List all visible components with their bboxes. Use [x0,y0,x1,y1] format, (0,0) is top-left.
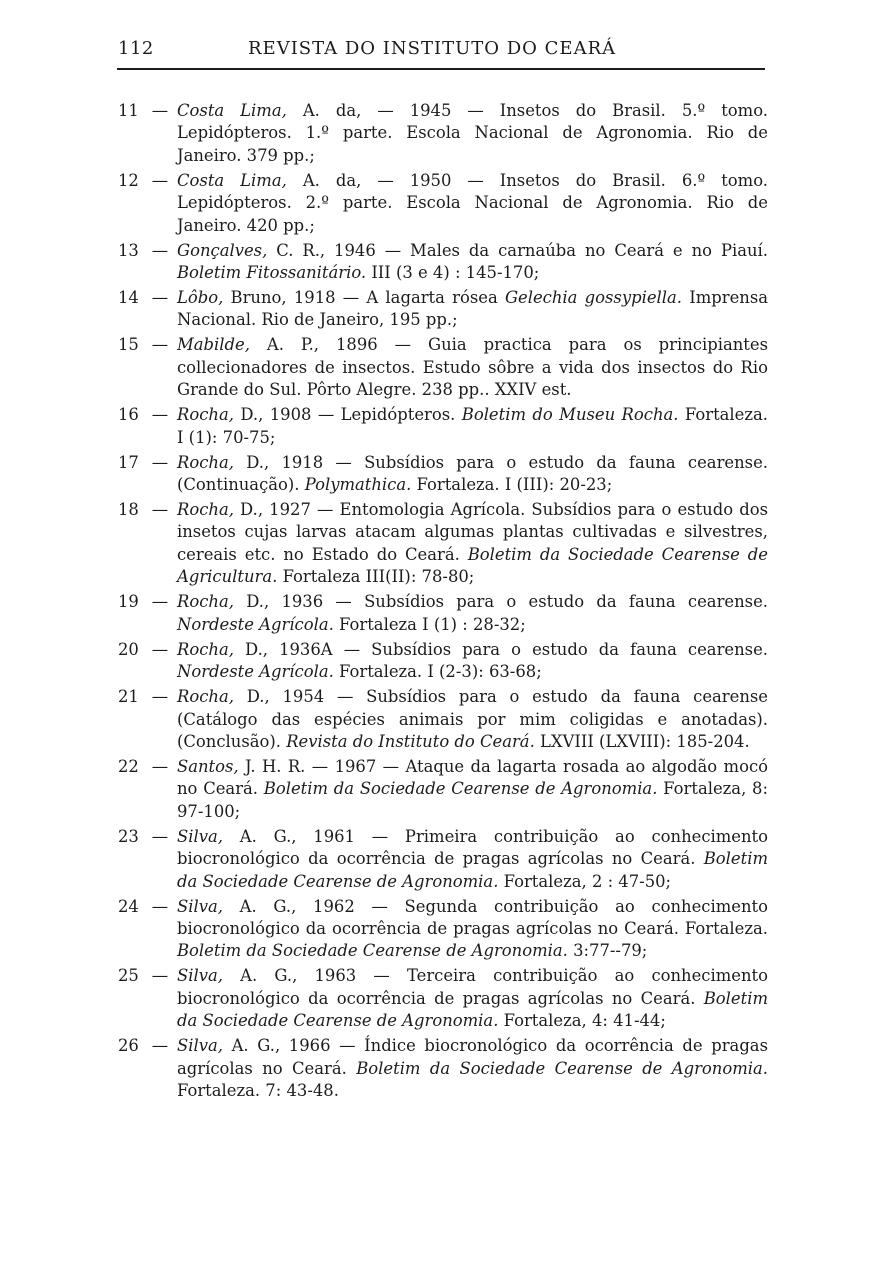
reference-author: Silva, [177,1036,223,1056]
header-rule [117,68,765,70]
reference-citation: Fortaleza, 4: 41-44; [498,1011,666,1031]
reference-citation: Fortaleza. 7: 43-48. [177,1080,339,1100]
reference-text [177,756,768,823]
reference-dash: — [151,592,169,612]
reference-text [177,591,768,636]
reference-author: Rocha, [177,405,234,425]
reference-entry [118,826,768,893]
reference-author: Rocha, [177,500,234,520]
reference-number: 15 [118,335,139,355]
reference-journal: Nordeste Agrícola. [177,614,334,634]
reference-number: 11 [118,101,139,120]
reference-entry [118,756,768,823]
reference-journal: Boletim da Sociedade Cearense de Agronomia. [177,941,568,961]
reference-journal: Boletim da Sociedade Cearense de Agronomia. [263,779,658,799]
reference-details: D., 1927 — Entomologia Agrícola. Subsídios para o estudo dos insetos cujas larvas atacam algumas plantas cultivadas e silvestres, cereais etc. no Estado do Ceará. [177,500,768,564]
reference-details: D., 1936 — Subsídios para o estudo da fauna cearense. [233,592,768,612]
reference-citation: 3:77--79; [567,941,648,961]
reference-journal: Boletim da Sociedade Cearense de Agricultura. [177,544,768,587]
reference-dash: — [151,288,169,308]
reference-dash: — [151,687,169,707]
reference-journal: Boletim da Sociedade Cearense de Agronomia. [177,849,768,891]
reference-entry [118,100,768,167]
reference-text [177,170,768,237]
reference-number: 26 [118,1036,139,1056]
reference-text [177,334,768,401]
reference-number: 16 [118,405,139,425]
reference-dash: — [151,452,169,472]
reference-entry [118,240,768,285]
reference-entry [118,287,768,332]
reference-details: D., 1908 — Lepidópteros. [233,405,462,425]
reference-dash: — [151,639,169,659]
reference-details: A. G., 1961 — Primeira contribuição ao conhecimento biocronológico da ocorrência de pragas agrícolas no Ceará. [177,826,768,869]
reference-details: J. H. R. — 1967 — Ataque da lagarta rosada ao algodão mocó no Ceará. [177,756,768,799]
reference-author: Santos, [177,756,239,776]
reference-dash: — [151,101,169,120]
reference-details: D., 1918 — Subsídios para o estudo da fauna cearense. (Continuação). [177,452,768,495]
reference-journal: Polymathica. [304,475,412,495]
reference-details: Bruno, 1918 — A lagarta rósea [223,288,505,308]
reference-citation: Fortaleza I (1) : 28-32; [333,614,526,634]
reference-text [177,100,768,167]
reference-number: 25 [118,966,139,986]
reference-citation: Fortaleza, 2 : 47-50; [498,871,672,891]
reference-details: D., 1936A — Subsídios para o estudo da fauna cearense. [233,639,768,659]
reference-dash: — [151,826,169,846]
reference-text [177,452,768,497]
reference-journal: Revista do Instituto do Ceará. [286,731,535,751]
reference-dash: — [151,1036,169,1056]
reference-author: Rocha, [177,687,234,707]
reference-entry [118,896,768,963]
reference-citation: III (3 e 4) : 145-170; [366,263,540,283]
reference-details: A. P., 1896 — Guia practica para os principiantes collecionadores de insectos. Estudo sôbre a vida dos insectos do Rio Grande do Sul. Pôrto Alegre. 238 pp.. XXIV est. [177,335,768,400]
reference-entry [118,334,768,401]
reference-author: Rocha, [177,452,234,472]
reference-number: 23 [118,826,139,846]
reference-journal: Nordeste Agrícola. [177,662,334,682]
reference-text [177,639,768,684]
reference-author: Silva, [177,966,223,986]
reference-entry [118,452,768,497]
reference-text [177,287,768,332]
page-number: 112 [118,38,154,59]
reference-number: 21 [118,687,139,707]
reference-details: A. G., 1962 — Segunda contribuição ao conhecimento biocronológico da ocorrência de pragas agrícolas no Ceará. Fortaleza. [177,896,768,938]
reference-dash: — [151,966,169,986]
reference-dash: — [151,170,169,190]
reference-author: Mabilde, [177,335,250,355]
reference-number: 18 [118,500,139,520]
reference-text [177,1035,768,1102]
reference-dash: — [151,335,169,355]
reference-text [177,965,768,1032]
reference-entry [118,591,768,636]
reference-details: A. G., 1966 — Índice biocronológico da ocorrência de pragas agrícolas no Ceará. [177,1036,768,1078]
reference-citation: Fortaleza, 8: 97-100; [177,779,768,821]
reference-entry [118,499,768,589]
reference-dash: — [151,500,169,520]
reference-details: A. da, — 1945 — Insetos do Brasil. 5.º tomo. Lepidópteros. 1.º parte. Escola Nacional de Agronomia. Rio de Janeiro. 379 pp.; [177,101,768,165]
reference-number: 17 [118,452,139,472]
reference-text [177,499,768,589]
reference-author: Gonçalves, [177,240,268,260]
reference-text [177,686,768,753]
reference-journal: Boletim Fitossanitário. [177,263,367,283]
reference-details: A. da, — 1950 — Insetos do Brasil. 6.º tomo. Lepidópteros. 2.º parte. Escola Nacional de Agronomia. Rio de Janeiro. 420 pp.; [177,170,768,235]
reference-author: Rocha, [177,639,234,659]
reference-author: Rocha, [177,592,234,612]
reference-entry [118,965,768,1032]
reference-details: C. R., 1946 — Males da carnaúba no Ceará e no Piauí. [267,240,768,260]
reference-entry [118,404,768,449]
reference-dash: — [151,896,169,916]
reference-number: 24 [118,896,139,916]
reference-citation: Fortaleza. I (1): 70-75; [177,405,768,447]
reference-author: Costa Lima, [177,101,287,120]
reference-author: Costa Lima, [177,170,287,190]
reference-number: 14 [118,288,139,308]
reference-citation: Fortaleza. I (2-3): 63-68; [333,662,542,682]
reference-text [177,896,768,963]
reference-text [177,826,768,893]
reference-entry [118,686,768,753]
reference-author: Silva, [177,896,223,916]
running-title: REVISTA DO INSTITUTO DO CEARÁ [248,38,617,59]
reference-entry [118,1035,768,1102]
reference-citation: Imprensa Nacional. Rio de Janeiro, 195 pp.; [177,288,769,330]
reference-entry [118,639,768,684]
reference-number: 12 [118,170,139,190]
reference-details: D., 1954 — Subsídios para o estudo da fauna cearense (Catálogo das espécies animais por mim coligidas e anotadas). (Conclusão). [177,687,768,751]
reference-journal: Boletim da Sociedade Cearense de Agronomia. [177,988,768,1031]
reference-citation: Fortaleza III(II): 78-80; [277,567,475,587]
reference-entry [118,170,768,237]
page-header [118,38,766,66]
reference-number: 13 [118,240,139,260]
reference-list [118,100,768,1105]
reference-number: 22 [118,756,139,776]
reference-dash: — [151,240,169,260]
reference-dash: — [151,756,169,776]
reference-citation: LXVIII (LXVIII): 185-204. [534,731,750,751]
reference-author: Silva, [177,826,223,846]
reference-text [177,240,768,285]
reference-dash: — [151,405,169,425]
reference-citation: Fortaleza. I (III): 20-23; [411,475,613,495]
reference-number: 20 [118,639,139,659]
reference-author: Lôbo, [177,288,224,308]
reference-details: A. G., 1963 — Terceira contribuição ao conhecimento biocronológico da ocorrência de pragas agrícolas no Ceará. [177,966,768,1008]
reference-journal: Boletim da Sociedade Cearense de Agronomia. [356,1058,768,1078]
reference-journal: Gelechia gossypiella. [504,288,682,308]
reference-journal: Boletim do Museu Rocha. [461,405,679,425]
reference-text [177,404,768,449]
reference-number: 19 [118,592,139,612]
